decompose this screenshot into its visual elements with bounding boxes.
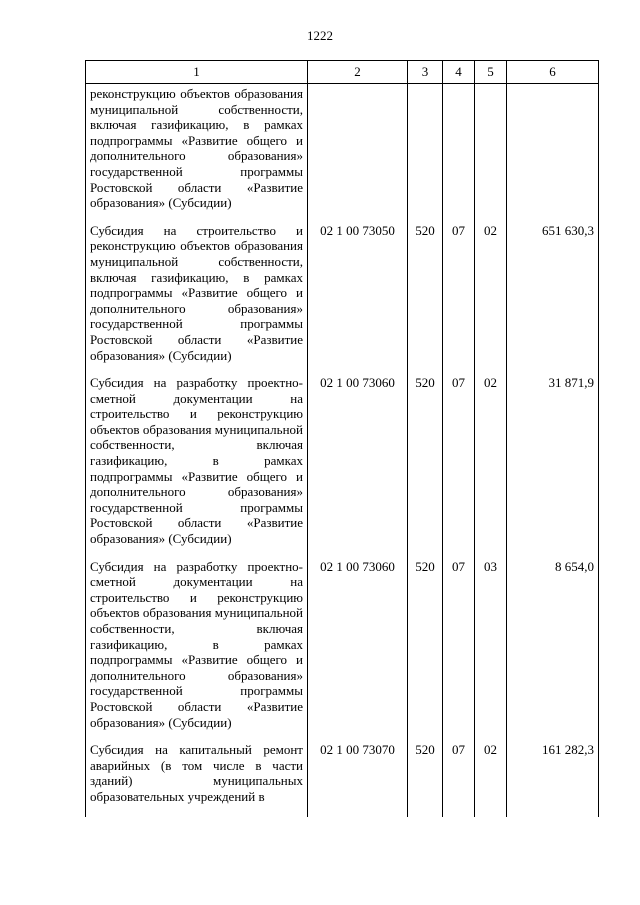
table-row bbox=[86, 742, 599, 816]
row-expense-type: 520 bbox=[408, 559, 443, 743]
page-number: 1222 bbox=[307, 28, 333, 43]
row-expense-type: 520 bbox=[408, 375, 443, 559]
row-target-code: 02 1 00 73060 bbox=[308, 559, 408, 743]
row-subsection: 02 bbox=[475, 742, 507, 816]
row-target-code: 02 1 00 73070 bbox=[308, 742, 408, 816]
row-amount: 161 282,3 bbox=[507, 742, 599, 816]
row-section bbox=[443, 84, 475, 223]
row-section: 07 bbox=[443, 223, 475, 375]
row-amount: 31 871,9 bbox=[507, 375, 599, 559]
row-subsection: 02 bbox=[475, 223, 507, 375]
column-header-4: 4 bbox=[443, 61, 475, 84]
column-header-3: 3 bbox=[408, 61, 443, 84]
table-row bbox=[86, 375, 599, 559]
row-target-code: 02 1 00 73060 bbox=[308, 375, 408, 559]
table-row bbox=[86, 223, 599, 375]
row-description: реконструкцию объектов образования муниципальной собственности, включая газификацию, в рамках подпрограммы «Развитие общего и дополнительного образования» государственной программы Ростовской области «Развитие образования» (Субсидии) bbox=[86, 84, 308, 223]
row-amount: 8 654,0 bbox=[507, 559, 599, 743]
row-target-code: 02 1 00 73050 bbox=[308, 223, 408, 375]
column-header-5: 5 bbox=[475, 61, 507, 84]
row-expense-type: 520 bbox=[408, 742, 443, 816]
row-section: 07 bbox=[443, 559, 475, 743]
row-expense-type: 520 bbox=[408, 223, 443, 375]
row-target-code bbox=[308, 84, 408, 223]
row-amount bbox=[507, 84, 599, 223]
budget-table bbox=[85, 60, 599, 817]
row-description: Субсидия на капитальный ремонт аварийных (в том числе в части зданий) муниципальных образовательных учреждений в bbox=[86, 742, 308, 816]
row-amount: 651 630,3 bbox=[507, 223, 599, 375]
table-row bbox=[86, 559, 599, 743]
row-expense-type bbox=[408, 84, 443, 223]
column-header-2: 2 bbox=[308, 61, 408, 84]
table-header-row bbox=[86, 61, 599, 84]
column-header-6: 6 bbox=[507, 61, 599, 84]
row-section: 07 bbox=[443, 375, 475, 559]
row-subsection: 02 bbox=[475, 375, 507, 559]
column-header-1: 1 bbox=[86, 61, 308, 84]
row-subsection bbox=[475, 84, 507, 223]
row-description: Субсидия на разработку проектно-сметной документации на строительство и реконструкцию объектов образования муниципальной собственности, включая газификацию, в рамках подпрограммы «Развитие общего и дополнительного образования» государственной программы Ростовской области «Развитие образования» (Субсидии) bbox=[86, 375, 308, 559]
row-description: Субсидия на разработку проектно-сметной документации на строительство и реконструкцию объектов образования муниципальной собственности, включая газификацию, в рамках подпрограммы «Развитие общего и дополнительного образования» государственной программы Ростовской области «Развитие образования» (Субсидии) bbox=[86, 559, 308, 743]
row-description: Субсидия на строительство и реконструкцию объектов образования муниципальной собственности, включая газификацию, в рамках подпрограммы «Развитие общего и дополнительного образования» государственной программы Ростовской области «Развитие образования» (Субсидии) bbox=[86, 223, 308, 375]
row-subsection: 03 bbox=[475, 559, 507, 743]
row-section: 07 bbox=[443, 742, 475, 816]
table-row bbox=[86, 84, 599, 223]
